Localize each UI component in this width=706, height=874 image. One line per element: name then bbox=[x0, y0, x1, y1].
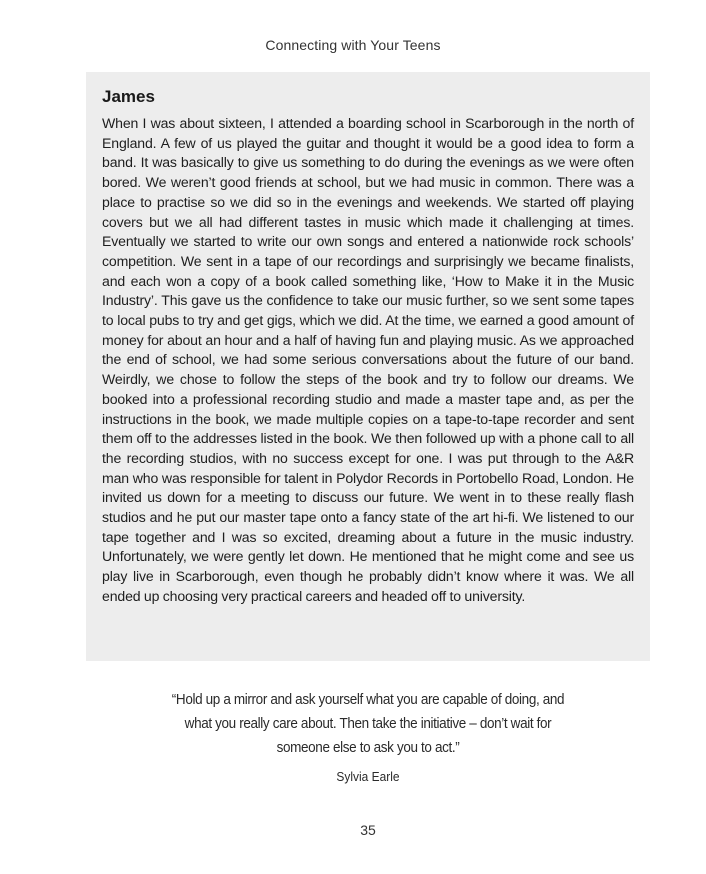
story-body-text: When I was about sixteen, I attended a boarding school in Scarborough in the north of England. A few of us played the guitar and thought it would be a good idea to form a band. It was basically to give us something to do during the evenings as we were often bored. We weren’t good friends at school, but we had music in common. There was a place to practise so we did so in the evenings and weekends. We started off playing covers but we all had different tastes in music which made it challenging at times. Eventually we started to write our own songs and entered a nationwide rock schools’ competition. We sent in a tape of our recordings and surprisingly we became finalists, and each won a copy of a book called something like, ‘How to Make it in the Music Industry’. This gave us the confidence to take our music further, so we sent some tapes to local pubs to try and get gigs, which we did. At the time, we earned a good amount of money for about an hour and a half of having fun and playing music. As we approached the end of school, we had some serious conversations about the future of our band. Weirdly, we chose to follow the steps of the book and try to follow our dreams. We booked into a professional recording studio and made a master tape and, as per the instructions in the book, we made multiple copies on a tape-to-tape recorder and sent them off to the addresses listed in the book. We then followed up with a phone call to all the recording studios, with no success except for one. I was put through to the A&R man who was responsible for talent in Polydor Records in Portobello Road, London. He invited us down for a meeting to discuss our future. We went in to these really flash studios and he put our master tape onto a fancy state of the art hi-fi. We listened to our tape together and I was so excited, dreaming about a future in the music industry. Unfortunately, we were gently let down. He mentioned that he might come and see us play live in Scarborough, even though he probably didn’t know where it was. We all ended up choosing very practical careers and headed off to university. bbox=[102, 115, 634, 604]
page-number: 35 bbox=[360, 822, 376, 838]
story-author-name: James bbox=[102, 87, 155, 106]
quote-author: Sylvia Earle bbox=[336, 769, 400, 784]
story-box bbox=[86, 72, 650, 661]
pull-quote: “Hold up a mirror and ask yourself what you are capable of doing, and what you really care about. Then take the initiative – don’t wait for someone else to ask you to act.” bbox=[171, 691, 565, 756]
running-header-title: Connecting with Your Teens bbox=[265, 37, 441, 53]
